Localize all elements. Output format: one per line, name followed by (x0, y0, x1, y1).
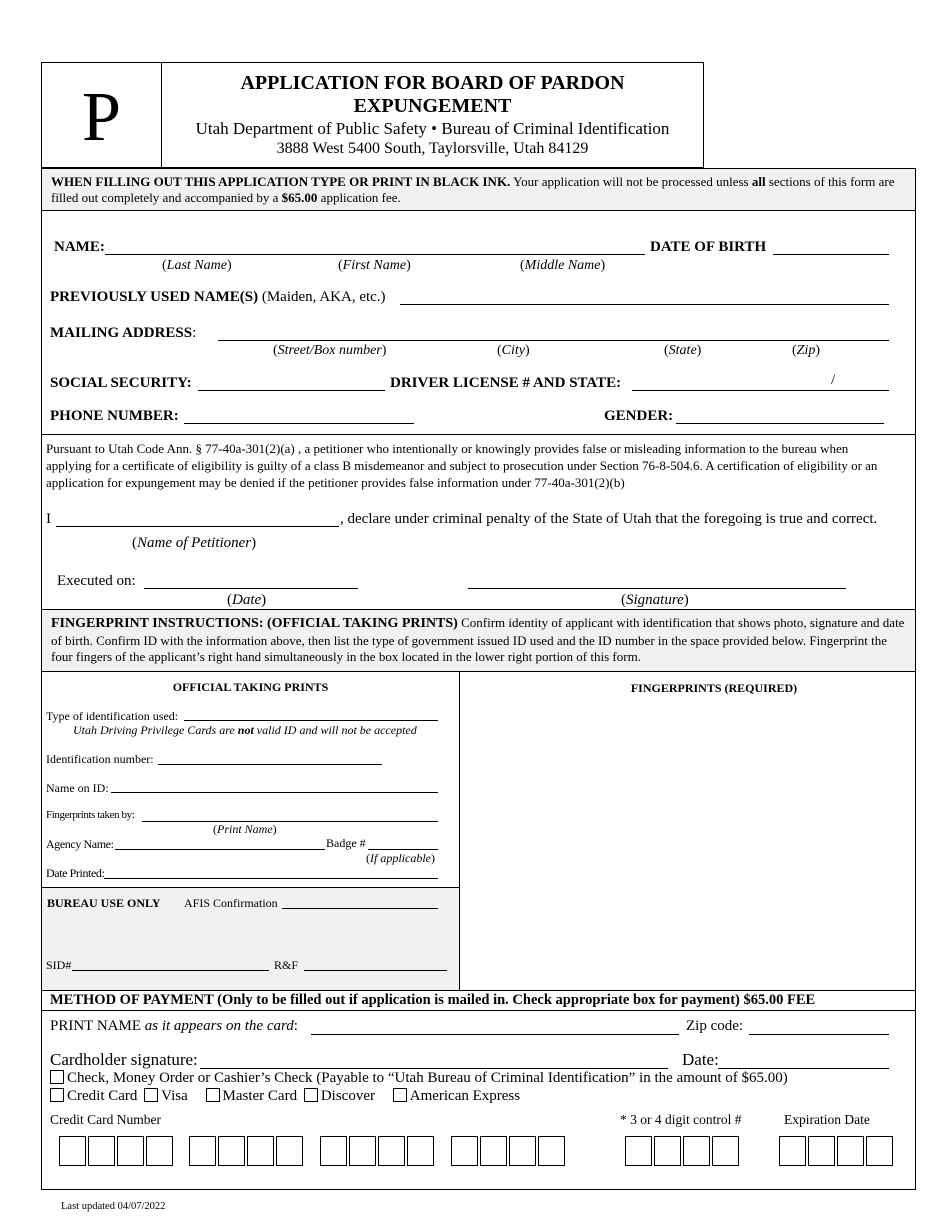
id-type-input[interactable] (184, 706, 438, 721)
cc-digit-box[interactable] (538, 1136, 565, 1166)
petitioner-name-hint: (Name of Petitioner) (132, 535, 257, 551)
fingerprint-instructions (41, 609, 916, 672)
fingerprints-heading: FINGERPRINTS (REQUIRED) (630, 681, 798, 695)
discover-checkbox[interactable] (304, 1088, 318, 1102)
sid-label: SID# (46, 958, 72, 972)
name-label: NAME: (54, 239, 105, 255)
dob-input[interactable] (773, 236, 889, 255)
agency-address: 3888 West 5400 South, Taylorsville, Utah 84129 (276, 140, 589, 157)
fingerprint-box[interactable] (459, 671, 916, 991)
card-options (50, 1088, 520, 1105)
city-hint: (City) (497, 343, 530, 358)
form-title-line2: EXPUNGEMENT (353, 95, 512, 117)
gender-input[interactable] (676, 405, 884, 424)
visa-checkbox[interactable] (144, 1088, 158, 1102)
ssn-label: SOCIAL SECURITY: (50, 375, 192, 391)
name-on-id-label: Name on ID: (46, 781, 109, 795)
fp-instructions-heading: FINGERPRINT INSTRUCTIONS: (OFFICIAL TAKING PRINTS) (51, 616, 458, 631)
declaration-i: I (46, 511, 51, 527)
payment-heading: METHOD OF PAYMENT (Only to be filled out if application is mailed in. Check appropriate box for payment) $65.00 FEE (50, 992, 816, 1008)
notice-lead: WHEN FILLING OUT THIS APPLICATION TYPE OR PRINT IN BLACK INK. (51, 174, 511, 189)
cc-digit-box[interactable] (189, 1136, 216, 1166)
agency-name: Utah Department of Public Safety • Bureau of Criminal Identification (195, 119, 670, 138)
fp-instructions-text: Confirm identity of applicant with identification that shows photo, signature and date of birth. Confirm ID with the information above, then list the type of government issued ID used and the ID number in the space provided below. Fingerprint the four fingers of the applicant’s right hand simultaneously in the box located in the lower right portion of this form. (51, 615, 905, 664)
notice-text1: Your application will not be processed unless (510, 174, 752, 189)
cardholder-input[interactable] (200, 1050, 668, 1069)
state-hint: (State) (664, 343, 702, 358)
cc-digit-box[interactable] (88, 1136, 115, 1166)
gender-label: GENDER: (604, 408, 674, 424)
cc-digit-box[interactable] (218, 1136, 245, 1166)
discover-label: Discover (320, 1088, 375, 1104)
cc-date-input[interactable] (718, 1050, 889, 1069)
notice-text2: sections of this form are filled out completely and accompanied by a (51, 174, 895, 205)
control-digit-box[interactable] (683, 1136, 710, 1166)
taken-by-label: Fingerprints taken by: (46, 809, 135, 821)
afis-label: AFIS Confirmation (184, 896, 278, 910)
date-printed-label: Date Printed: (46, 866, 105, 880)
statute-text: Pursuant to Utah Code Ann. § 77-40a-301(2)(a) , a petitioner who intentionally or knowingly provides false or misleading information to the bureau when applying for a certificate of eligibility is guilty of a class B misdemeanor and subject to prosecution under Section 76-8-504.6. A certification of eligibility or an application for expungement may be denied if the petitioner provides false information under 77-40a-301(2)(b) (46, 441, 878, 490)
rf-input[interactable] (304, 956, 447, 971)
control-label: * 3 or 4 digit control # (620, 1112, 742, 1127)
control-digit-box[interactable] (625, 1136, 652, 1166)
rf-label: R&F (274, 958, 299, 972)
mailing-input[interactable] (218, 322, 889, 341)
signature-input[interactable] (468, 572, 846, 589)
cc-digit-box[interactable] (349, 1136, 376, 1166)
visa-label: Visa (161, 1088, 188, 1104)
amex-label: American Express (409, 1088, 521, 1104)
dl-input[interactable] (632, 372, 889, 391)
name-on-id-input[interactable] (111, 778, 438, 793)
cc-digit-box[interactable] (247, 1136, 274, 1166)
cc-zip-label: Zip code: (686, 1018, 744, 1034)
control-digit-box[interactable] (712, 1136, 739, 1166)
date-hint: (Date) (227, 592, 267, 608)
cc-digit-box[interactable] (407, 1136, 434, 1166)
cc-digit-box[interactable] (146, 1136, 173, 1166)
cc-print-name-label: PRINT NAME as it appears on the card: (50, 1018, 298, 1034)
afis-input[interactable] (282, 894, 438, 909)
credit-card-checkbox[interactable] (50, 1088, 64, 1102)
cc-digit-box[interactable] (59, 1136, 86, 1166)
last-updated: Last updated 04/07/2022 (61, 1201, 166, 1212)
if-applicable-hint: (If applicable) (366, 851, 435, 865)
ssn-input[interactable] (198, 372, 385, 391)
check-option[interactable]: Check, Money Order or Cashier’s Check (Payable to “Utah Bureau of Criminal Identification” in the amount of $65.00) (50, 1070, 788, 1087)
dl-label: DRIVER LICENSE # AND STATE: (390, 375, 622, 391)
executed-date-input[interactable] (144, 572, 358, 589)
middle-name-hint: (Middle Name) (520, 258, 606, 273)
sid-input[interactable] (72, 956, 269, 971)
id-number-label: Identification number: (46, 752, 154, 766)
expiration-digit-box[interactable] (808, 1136, 835, 1166)
cardholder-label: Cardholder signature: (50, 1050, 198, 1069)
notice-fee: $65.00 (281, 190, 318, 205)
cc-digit-box[interactable] (320, 1136, 347, 1166)
amex-checkbox[interactable] (393, 1088, 407, 1102)
credit-card-label: Credit Card (67, 1088, 138, 1104)
print-name-hint: (Print Name) (213, 822, 277, 836)
first-name-hint: (First Name) (338, 258, 411, 273)
notice-all: all (751, 174, 766, 189)
street-hint: (Street/Box number) (273, 343, 387, 358)
official-heading: OFFICIAL TAKING PRINTS (172, 680, 329, 694)
id-number-input[interactable] (158, 750, 382, 765)
expiration-digit-box[interactable] (837, 1136, 864, 1166)
signature-hint: (Signature) (621, 592, 689, 608)
cc-digit-box[interactable] (480, 1136, 507, 1166)
last-name-hint: (Last Name) (162, 258, 232, 273)
header-letter: P (82, 79, 121, 156)
cc-date-label: Date: (682, 1050, 719, 1069)
control-digit-box[interactable] (654, 1136, 681, 1166)
notice-section (41, 168, 916, 211)
bureau-heading: BUREAU USE ONLY (47, 896, 161, 910)
expiration-digit-box[interactable] (779, 1136, 806, 1166)
petitioner-name-input[interactable] (56, 509, 339, 527)
cc-number-label: Credit Card Number (50, 1112, 161, 1127)
mastercard-checkbox[interactable] (206, 1088, 220, 1102)
form-title-line1: APPLICATION FOR BOARD OF PARDON (240, 72, 625, 94)
mailing-label: MAILING ADDRESS: (50, 325, 197, 341)
phone-input[interactable] (184, 405, 414, 424)
expiration-label: Expiration Date (784, 1112, 870, 1127)
cc-digit-box[interactable] (276, 1136, 303, 1166)
expiration-digit-box[interactable] (866, 1136, 893, 1166)
agency-label: Agency Name: (46, 837, 114, 851)
executed-on-label: Executed on: (57, 573, 136, 589)
phone-label: PHONE NUMBER: (50, 408, 179, 424)
id-type-label: Type of identification used: (46, 709, 179, 723)
badge-input[interactable] (368, 835, 438, 850)
cc-print-name-input[interactable] (311, 1016, 679, 1035)
prev-names-label: PREVIOUSLY USED NAME(S) (Maiden, AKA, etc.) (50, 289, 386, 305)
cc-digit-box[interactable] (451, 1136, 478, 1166)
taken-by-input[interactable] (142, 807, 438, 822)
dl-separator: / (831, 372, 836, 388)
cc-digit-box[interactable] (117, 1136, 144, 1166)
date-printed-input[interactable] (104, 864, 438, 879)
cc-zip-input[interactable] (749, 1016, 889, 1035)
prev-names-input[interactable] (400, 286, 889, 305)
check-checkbox[interactable] (50, 1070, 64, 1084)
cc-digit-box[interactable] (509, 1136, 536, 1166)
dob-label: DATE OF BIRTH (650, 239, 767, 255)
cc-digit-box[interactable] (378, 1136, 405, 1166)
id-note: Utah Driving Privilege Cards are not valid ID and will not be accepted (73, 723, 417, 737)
agency-input[interactable] (115, 835, 325, 850)
mastercard-label: Master Card (222, 1088, 298, 1104)
notice-text3: application fee. (317, 190, 401, 205)
badge-label: Badge # (326, 836, 366, 850)
name-input[interactable] (105, 236, 645, 255)
zip-hint: (Zip) (792, 343, 821, 358)
declaration-text: , declare under criminal penalty of the State of Utah that the foregoing is true and correct. (340, 511, 878, 527)
form-title (161, 72, 704, 118)
